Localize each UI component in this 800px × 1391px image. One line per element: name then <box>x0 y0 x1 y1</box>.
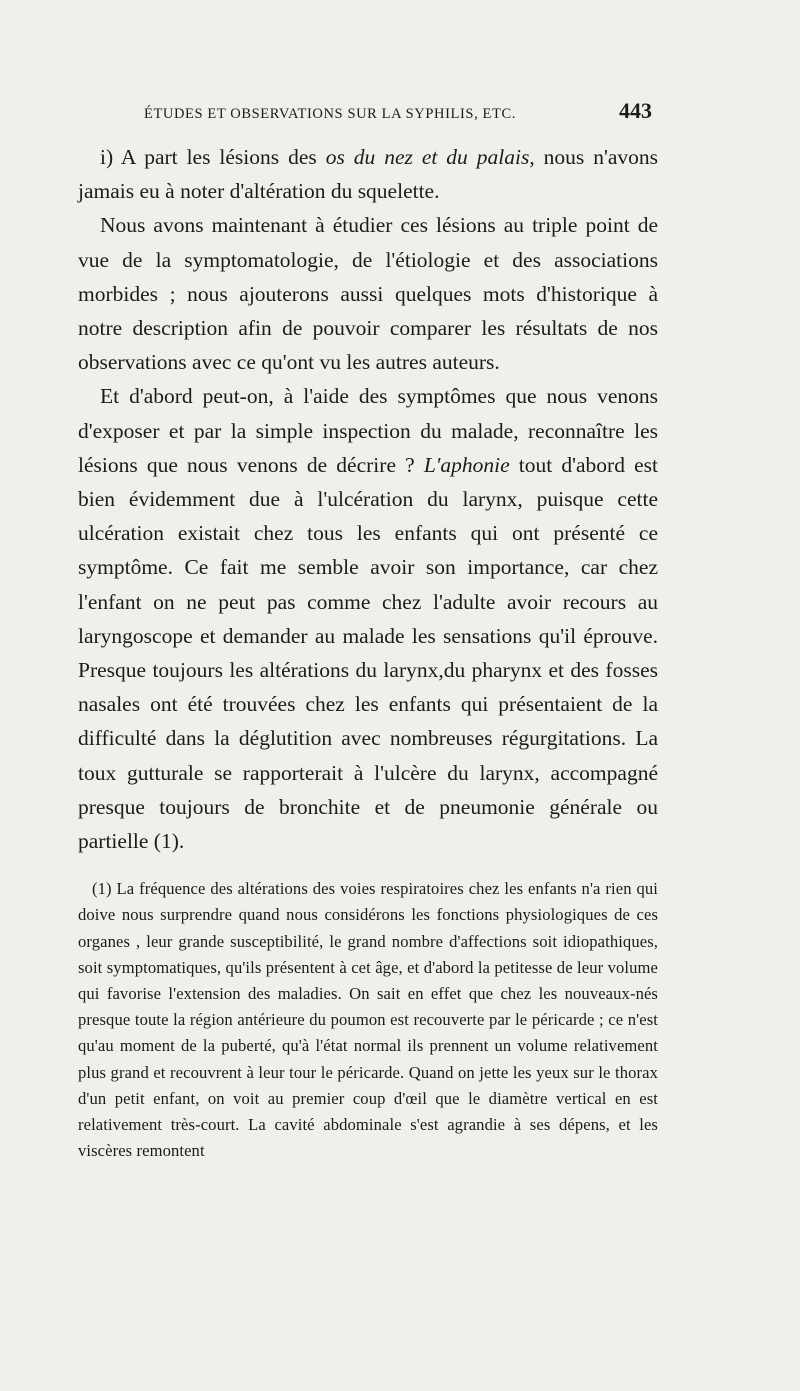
paragraph-3-tail: tout d'abord est bien évidemment due à l'ulcération du larynx, puisque cette ulcération existait chez tous les enfants qui ont présenté ce symptôme. Ce fait me semble avoir son importance, car chez l'enfant on ne peut pas comme chez l'adulte avoir recours au laryngoscope et demander au malade les sensations qu'il éprouve. Presque toujours les altérations du larynx,du pharynx et des fosses nasales ont été trouvées chez les enfants qui présentaient de la difficulté dans la déglutition avec nombreuses régurgitations. La toux gutturale se rapporterait à l'ulcère du larynx, accompagné presque toujours de bronchite et de pneumonie générale ou partielle (1). <box>78 452 658 854</box>
paragraph-3-lead: Et d'abord peut-on, à l'aide des symptômes que nous venons d'exposer et par la simple inspection du malade, reconnaître les lésions que nous venons de décrire ? <box>78 384 658 477</box>
paragraph-1-emphasis: os du nez et du palais <box>325 145 530 169</box>
running-head <box>78 98 658 132</box>
footnotes <box>78 876 658 1164</box>
paragraph-1 <box>78 140 658 208</box>
paragraph-3-emphasis: L'aphonie <box>423 452 510 477</box>
footnote-1: (1) La fréquence des altérations des voies respiratoires chez les enfants n'a rien qui doive nous surprendre quand nous considérons les fonctions physiologiques de ces organes , leur grande susceptibilité, le grand nombre d'affections soit idiopathiques, soit symptomatiques, qu'ils présentent à cet âge, et d'abord la petitesse de leur volume qui favorise l'extension des maladies. On sait en effet que chez les nouveaux-nés presque toute la région antérieure du poumon est recouverte par le péricarde ; ce n'est qu'au moment de la puberté, qu'à l'état normal ils prennent un volume relativement plus grand et recouvrent à leur tour le péricarde. Quand on jette les yeux sur le thorax d'un petit enfant, on voit au premier coup d'œil que le diamètre vertical en est relativement très-court. La cavité abdominale s'est agrandie à ses dépens, et les viscères remontent <box>78 879 658 1161</box>
book-page <box>78 98 658 1165</box>
page-number: 443 <box>619 98 652 123</box>
paragraph-2: Nous avons maintenant à étudier ces lésions au triple point de vue de la symptomatologie, de l'étiologie et des associations morbides ; nous ajouterons aussi quelques mots d'historique à notre description afin de pouvoir comparer les résultats de nos observations avec ce qu'ont vu les autres auteurs. <box>78 213 658 375</box>
running-title: ÉTUDES ET OBSERVATIONS SUR LA SYPHILIS, ETC. <box>144 106 516 122</box>
paragraph-3 <box>78 379 658 858</box>
body-text <box>78 140 658 858</box>
paragraph-1-lead: i) A part les lésions des <box>100 145 326 169</box>
paragraph-1-tail: , nous n'avons jamais eu à noter d'altération du squelette. <box>78 145 659 204</box>
